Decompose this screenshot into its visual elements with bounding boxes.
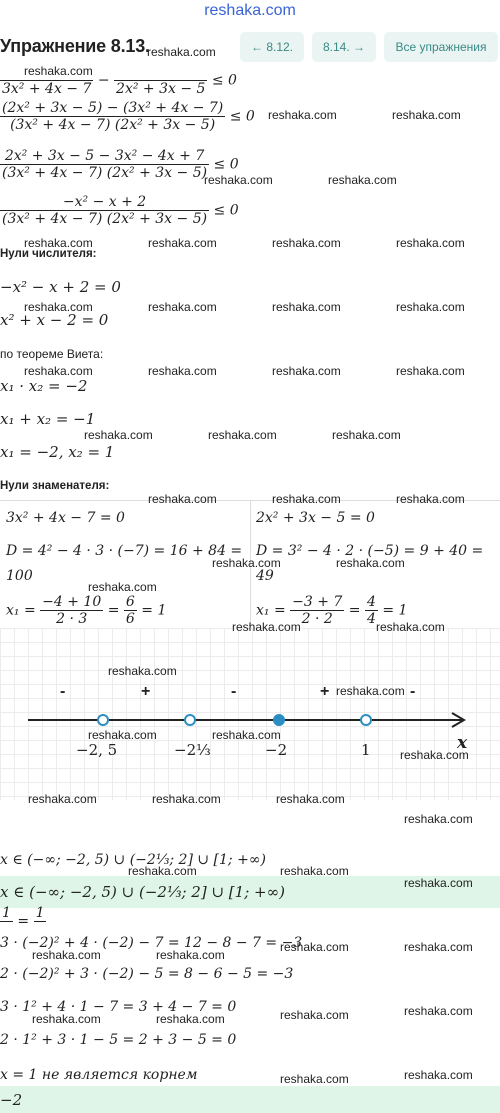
watermark: reshaka.com [396,492,465,506]
watermark: reshaka.com [24,64,93,78]
prev-exercise-label: 8.12. [266,40,294,54]
interval-sign-4: + [320,683,330,700]
final-answer: −2 [0,1091,23,1109]
watermark: reshaka.com [280,940,349,954]
denom-left-discriminant: D = 4² − 4 · 3 · (−7) = 16 + 84 = [6,543,243,559]
watermark: reshaka.com [272,236,341,250]
denom-left-equation: 3x² + 4x − 7 = 0 [6,510,125,526]
point-label-2: −2⅓ [174,741,211,759]
point-label-1: −2, 5 [76,741,118,759]
denom-right-discriminant-value: 49 [256,568,274,584]
watermark: reshaka.com [88,580,157,594]
point-filled-3 [274,715,284,725]
watermark: reshaka.com [156,1012,225,1026]
interval-sign-1: - [60,683,66,700]
watermark: reshaka.com [332,428,401,442]
watermark: reshaka.com [404,812,473,826]
watermark: reshaka.com [396,236,465,250]
watermark: reshaka.com [404,876,473,890]
check-line-2: 2 · (−2)² + 3 · (−2) − 5 = 8 − 6 − 5 = −3 [0,966,294,982]
axis-label: x [457,733,468,753]
watermark: reshaka.com [88,728,157,742]
watermark: reshaka.com [84,428,153,442]
check-line-4: 2 · 1² + 3 · 1 − 5 = 2 + 3 − 5 = 0 [0,1032,237,1048]
next-exercise-button[interactable] [312,32,376,62]
point-open-2 [185,715,195,725]
check-line-3: 3 · 1² + 4 · 1 − 7 = 3 + 4 − 7 = 0 [0,999,237,1015]
site-name[interactable]: reshaka.com [204,2,296,19]
watermark: reshaka.com [336,684,405,698]
watermark: reshaka.com [148,492,217,506]
check-line-1: 3 · (−2)² + 4 · (−2) − 7 = 12 − 8 − 7 = −3 [0,935,303,951]
watermark: reshaka.com [404,940,473,954]
watermark: reshaka.com [108,664,177,678]
watermark: reshaka.com [396,364,465,378]
watermark: reshaka.com [272,300,341,314]
prev-exercise-button[interactable] [240,32,304,62]
arrow-right-icon: → [353,40,366,54]
numerator-zeros-heading: Нули числителя: [0,248,97,260]
denom-right-discriminant: D = 3² − 4 · 2 · (−5) = 9 + 40 = [256,543,484,559]
point-label-4: 1 [361,741,371,759]
watermark: reshaka.com [148,364,217,378]
watermark: reshaka.com [268,108,337,122]
watermark: reshaka.com [204,173,273,187]
page-title: Упражнение 8.13. [0,36,150,56]
watermark: reshaka.com [392,108,461,122]
watermark: reshaka.com [276,792,345,806]
watermark: reshaka.com [280,1008,349,1022]
point-label-3: −2 [265,741,288,759]
watermark: reshaka.com [404,1068,473,1082]
answer-line-2: x ∈ (−∞; −2, 5) ∪ (−2⅓; 2] ∪ [1; +∞) [0,883,285,901]
watermark: reshaka.com [336,556,405,570]
watermark: reshaka.com [376,620,445,634]
denominator-zeros-heading: Нули знаменателя: [0,480,110,492]
numerator-roots: x₁ = −2, x₂ = 1 [0,443,115,461]
watermark: reshaka.com [152,792,221,806]
denom-right-root: x₁ = $\frac{-3 + 7}{2 \cdot 2}$ = $\frac{4}{4}$ = 1 [256,594,408,627]
math-line-2: $\frac{\text{(2x² + 3x − 5) − (3x² + 4x − 7)}}{\text{(3x² + 4x − 7) (2x² + 3x − 5)}}$ ≤ 0 [2,100,255,133]
interval-sign-2: + [141,683,151,700]
watermark: reshaka.com [404,1004,473,1018]
watermark: reshaka.com [232,620,301,634]
watermark: reshaka.com [28,792,97,806]
interval-sign-3: - [231,683,237,700]
watermark: reshaka.com [128,864,197,878]
denom-left-root: x₁ = $\frac{-4 + 10}{2 \cdot 3}$ = $\frac{6}{6}$ = 1 [6,594,167,627]
vieta-product: x₁ · x₂ = −2 [0,377,88,395]
watermark: reshaka.com [328,173,397,187]
watermark: reshaka.com [32,1012,101,1026]
watermark: reshaka.com [208,428,277,442]
watermark: reshaka.com [400,748,469,762]
watermark: reshaka.com [148,300,217,314]
denom-right-equation: 2x² + 3x − 5 = 0 [256,510,375,526]
vieta-sum: x₁ + x₂ = −1 [0,410,96,428]
interval-sign-5: - [410,683,416,700]
math-line-4: $\frac{\text{−x² − x + 2}}{\text{(3x² + 4x − 7) (2x² + 3x − 5)}}$ ≤ 0 [2,194,239,227]
watermark: reshaka.com [272,364,341,378]
watermark: reshaka.com [24,236,93,250]
arrow-left-icon: ← [250,40,263,54]
root-note: x = 1 не является корнем [0,1067,198,1083]
vieta-label: по теореме Виета: [0,347,104,361]
next-exercise-label: 8.14. [322,40,350,54]
watermark: reshaka.com [272,492,341,506]
math-line-1: 3x² + 4x − 7 − 2x² + 3x − 5 ≤ 0 [0,64,237,97]
number-line [0,628,500,800]
watermark: reshaka.com [32,948,101,962]
answer-line-1: x ∈ (−∞; −2, 5) ∪ (−2⅓; 2] ∪ [1; +∞) [0,852,266,868]
numerator-equation: −x² − x + 2 = 0 [0,278,121,296]
watermark: reshaka.com [24,364,93,378]
watermark: reshaka.com [280,864,349,878]
denom-left-discriminant-value: 100 [6,568,33,584]
math-line-3: $\frac{\text{2x² + 3x − 5 − 3x² − 4x + 7}}{\text{(3x² + 4x − 7) (2x² + 3x − 5)}}$ ≤ 0 [2,148,239,181]
watermark: reshaka.com [212,728,281,742]
final-highlight [0,1086,500,1113]
watermark: reshaka.com [156,948,225,962]
watermark: reshaka.com [24,300,93,314]
watermark: reshaka.com [212,556,281,570]
numerator-equation-2: x² + x − 2 = 0 [0,311,109,329]
point-open-1 [98,715,108,725]
all-exercises-button[interactable]: Все упражнения [384,32,498,62]
point-open-4 [361,715,371,725]
watermark: reshaka.com [148,236,217,250]
watermark: reshaka.com [280,1072,349,1086]
check-equation: 1 = 1 [2,905,45,930]
watermark: reshaka.com [396,300,465,314]
watermark: reshaka.com [147,45,216,59]
